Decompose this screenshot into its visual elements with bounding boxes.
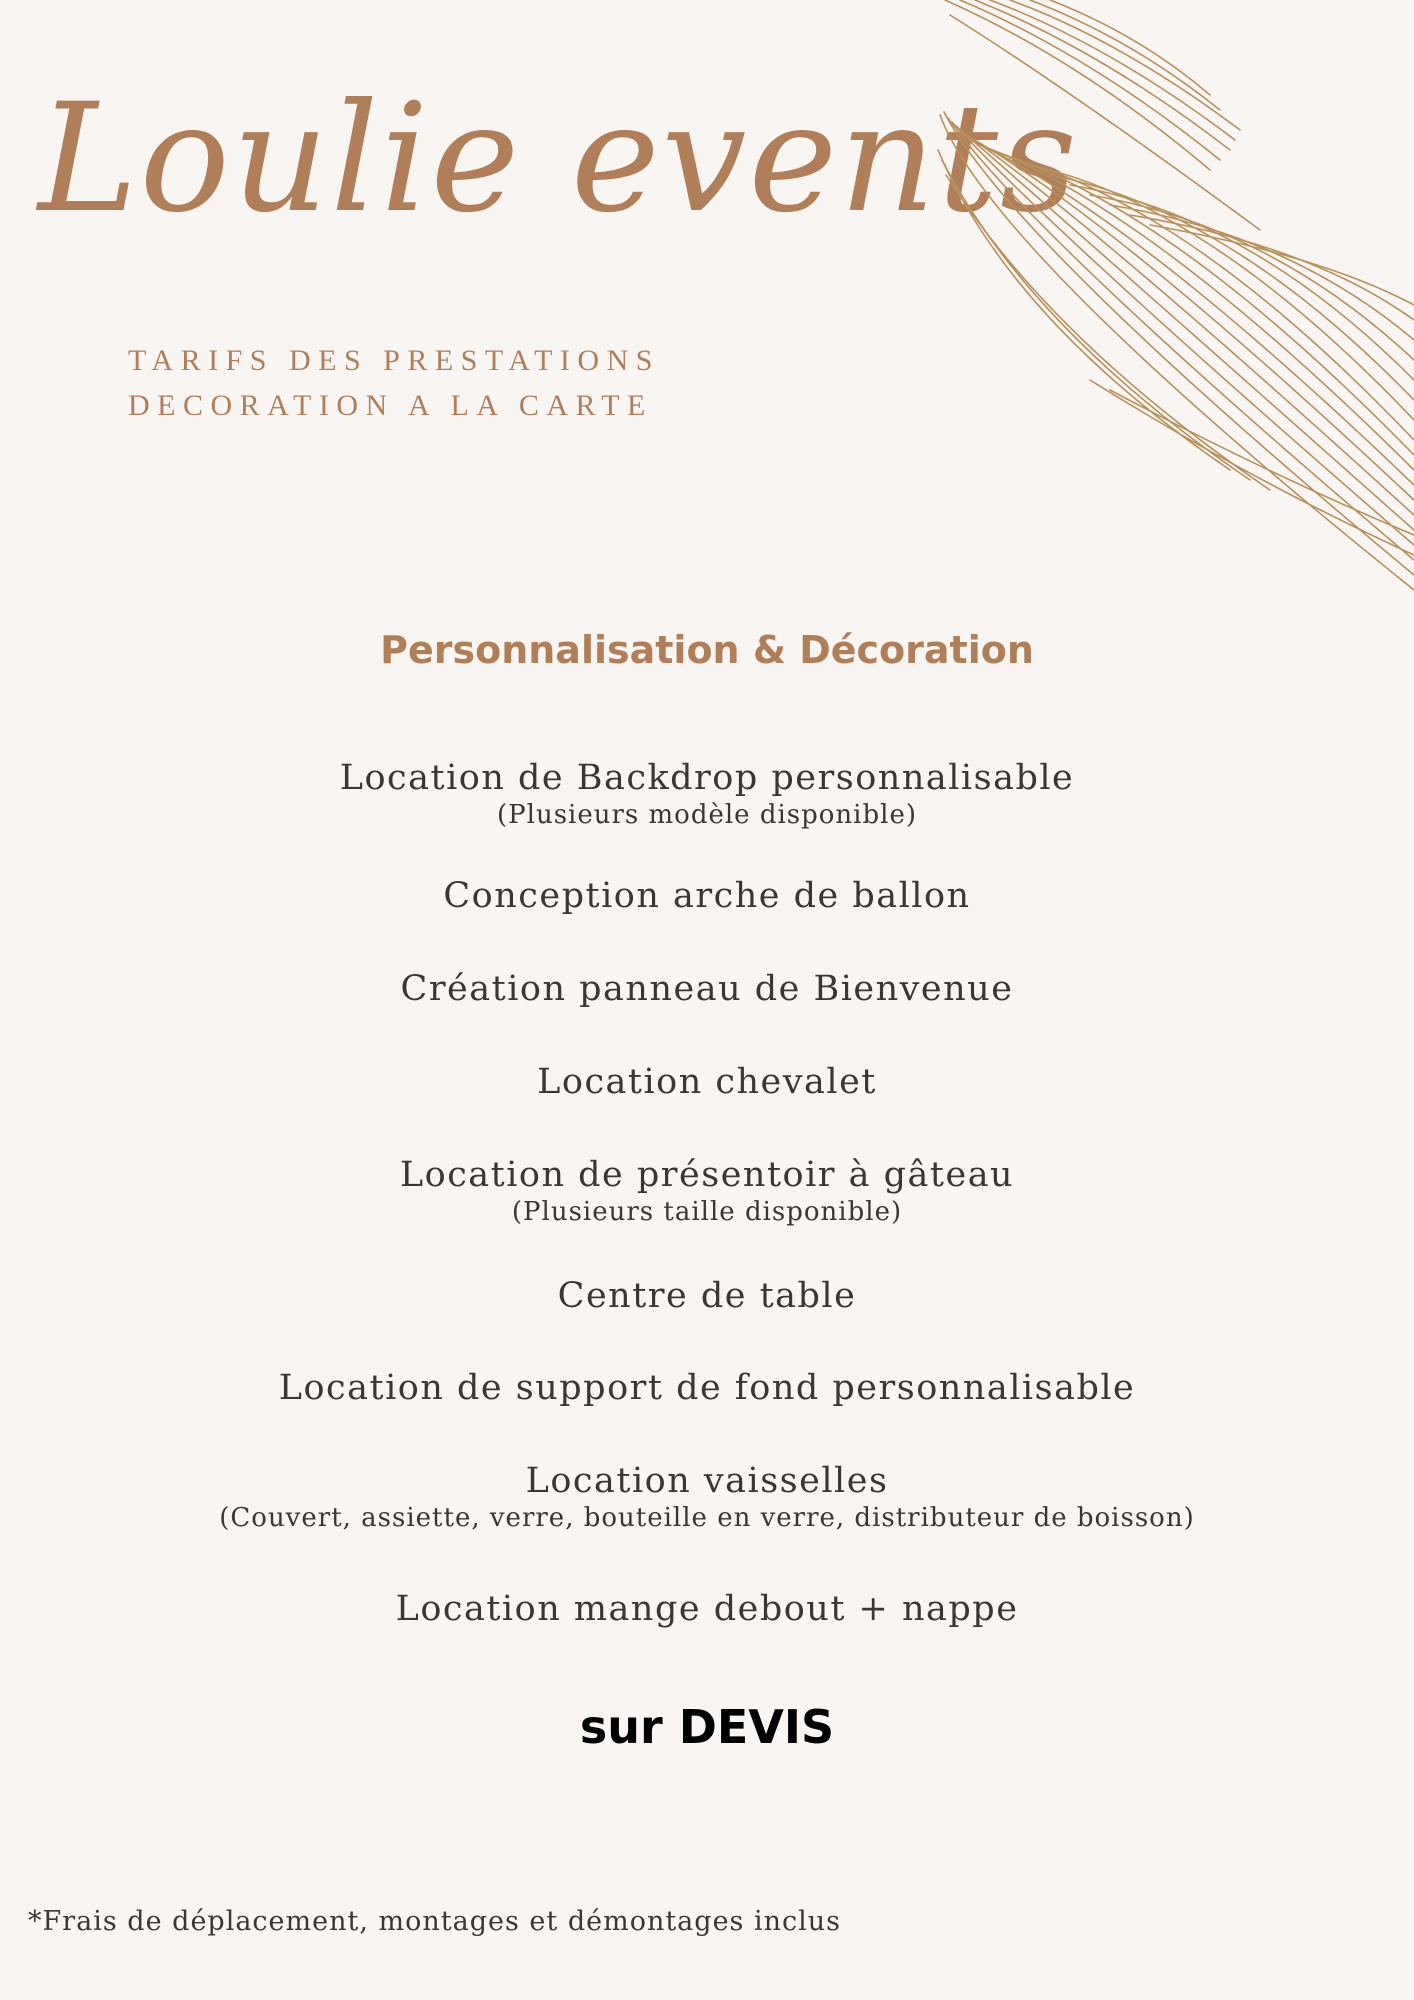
item-title: Conception arche de ballon xyxy=(443,876,971,916)
list-item-backdrop-support xyxy=(0,1366,1414,1410)
list-item-welcome-sign xyxy=(0,967,1414,1011)
pricing-label: sur DEVIS xyxy=(579,1700,835,1754)
list-item-backdrop xyxy=(0,756,1414,830)
item-note: (Plusieurs modèle disponible) xyxy=(497,800,917,830)
item-note: (Plusieurs taille disponible) xyxy=(511,1197,903,1227)
list-item-easel xyxy=(0,1060,1414,1104)
list-item-cake-stand xyxy=(0,1153,1414,1227)
list-item-balloon-arch xyxy=(0,874,1414,918)
list-item-tableware xyxy=(0,1459,1414,1533)
list-item-standing-table xyxy=(0,1587,1414,1631)
footnote: *Frais de déplacement, montages et démontages inclus xyxy=(28,1906,842,1937)
item-title: Location de support de fond personnalisable xyxy=(278,1368,1136,1408)
section-title: Personnalisation & Décoration xyxy=(380,628,1034,672)
item-title: Centre de table xyxy=(557,1276,857,1316)
brand-logo-text: Loulie events xyxy=(38,72,1080,246)
item-title: Location chevalet xyxy=(537,1062,877,1102)
list-item-centerpiece xyxy=(0,1274,1414,1318)
item-title: Location mange debout + nappe xyxy=(395,1589,1019,1629)
item-title: Location de Backdrop personnalisable xyxy=(339,758,1075,798)
item-title: Location de présentoir à gâteau xyxy=(399,1155,1015,1195)
brand-logo xyxy=(30,10,1080,280)
subtitle-line-2: DECORATION A LA CARTE xyxy=(128,389,653,422)
page-subtitle xyxy=(128,338,728,428)
item-title: Location vaisselles xyxy=(525,1461,889,1501)
item-note: (Couvert, assiette, verre, bouteille en verre, distributeur de boisson) xyxy=(219,1503,1195,1533)
subtitle-line-1: TARIFS DES PRESTATIONS xyxy=(128,344,660,377)
brush-strokes-icon xyxy=(930,0,1414,600)
item-title: Création panneau de Bienvenue xyxy=(400,969,1014,1009)
